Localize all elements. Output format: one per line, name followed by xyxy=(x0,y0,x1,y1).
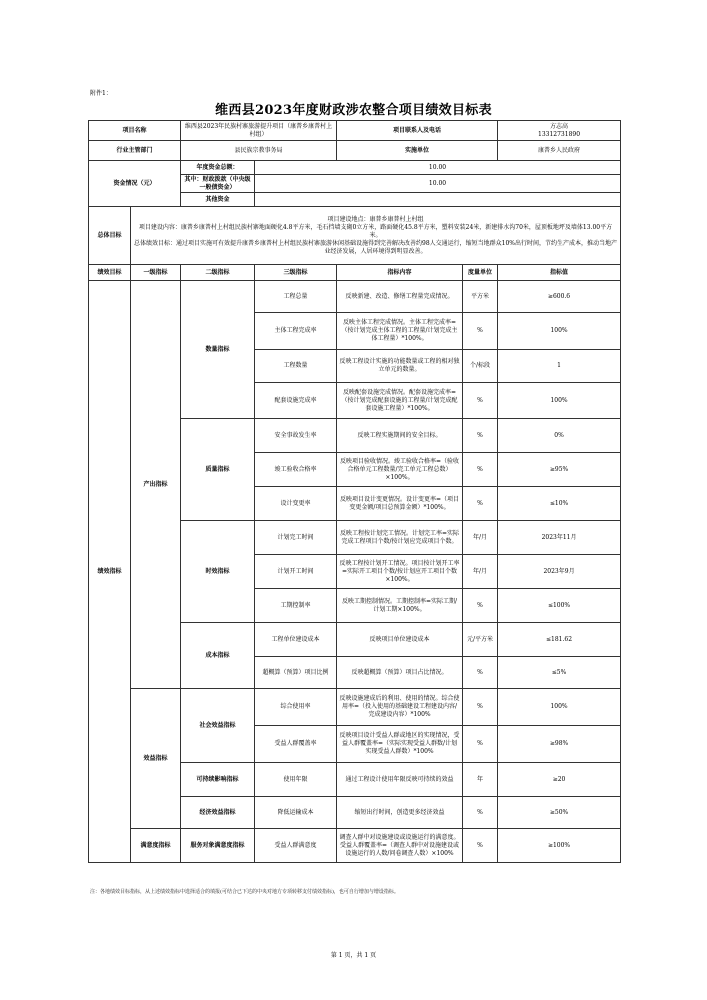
row-content: 反映设施建成后的利用、使用的情况。综合使用率=（投入使用的基础建设工程建设内容/完成建设内容）*100% xyxy=(337,689,463,726)
l1-satisfaction: 满意度指标 xyxy=(131,829,181,863)
row-value: 100% xyxy=(498,689,621,726)
page-title: 维西县2023年度财政涉农整合项目绩效目标表 xyxy=(215,103,492,118)
row-value: ≥600.6 xyxy=(498,281,621,313)
row-unit: % xyxy=(463,657,498,689)
fund-total-value: 10.00 xyxy=(255,161,621,175)
fund-central-value: 10.00 xyxy=(255,175,621,193)
fund-total-label: 年度资金总额： xyxy=(181,161,255,175)
l1-output: 产出指标 xyxy=(131,281,181,689)
contact-name: 方志高 xyxy=(550,122,569,130)
indicator-header-row xyxy=(89,265,621,281)
row-unit: % xyxy=(463,453,498,487)
row-unit: 平方米 xyxy=(463,281,498,313)
row-value: 0% xyxy=(498,419,621,453)
performance-table xyxy=(88,120,621,863)
row-unit: 年 xyxy=(463,763,498,797)
row-content: 反映工程实施期间的安全目标。 xyxy=(337,419,463,453)
overall-goal-row xyxy=(89,207,621,265)
header-content: 指标内容 xyxy=(337,265,463,281)
contact-value xyxy=(498,121,621,141)
row-value: ≥95% xyxy=(498,453,621,487)
impl-label: 实施单位 xyxy=(337,141,498,161)
row-content: 缩短出行时间，创造更多经济效益 xyxy=(337,797,463,829)
row-content: 反映项目单位建设成本 xyxy=(337,623,463,657)
row-unit: % xyxy=(463,726,498,763)
row-value: ≥20 xyxy=(498,763,621,797)
row-unit: % xyxy=(463,589,498,623)
overall-target: 总体绩效目标：通过项目实施可有效提升康普乡康普村上村组民族村寨旅游休闲基础设施得到完善解决改善约98人交通运行，缩短当地群众10%出行时间，节约生产成本，推动当地产业经济发展，人居环境得到明显改善。 xyxy=(134,239,617,255)
row-l3: 综合使用率 xyxy=(255,689,337,726)
row-content: 反映项目设计受益人群或地区的实现情况，受益人群覆盖率=（实际实现受益人群数/计划实现受益人群数）*100% xyxy=(337,726,463,763)
row-content: 反映工期控制情况。工期控制率=实际工期/计划工期×100%。 xyxy=(337,589,463,623)
table-row xyxy=(89,281,621,313)
row-l3: 超概算（预算）项目比例 xyxy=(255,657,337,689)
header-value: 指标值 xyxy=(498,265,621,281)
overall-location: 项目建设地点：康普乡康普村上村组 xyxy=(327,215,424,223)
row-l3: 工程总量 xyxy=(255,281,337,313)
row-unit: 元/平方米 xyxy=(463,623,498,657)
row-value: ≤181.62 xyxy=(498,623,621,657)
row-unit: % xyxy=(463,487,498,521)
row-unit: % xyxy=(463,313,498,350)
row-value: ≥98% xyxy=(498,726,621,763)
row-l3: 工程单位建设成本 xyxy=(255,623,337,657)
impl-value: 康普乡人民政府 xyxy=(498,141,621,161)
header-l1: 一级指标 xyxy=(131,265,181,281)
dept-label: 行业主管部门 xyxy=(89,141,181,161)
contact-phone: 13312731890 xyxy=(538,130,581,138)
fund-label: 资金情况（元） xyxy=(89,161,181,207)
row-content: 通过工程设计使用年限反映可持续的效益 xyxy=(337,763,463,797)
table-row xyxy=(89,829,621,863)
fund-other-value xyxy=(255,193,621,207)
overall-goal-label: 总体目标 xyxy=(89,207,131,265)
row-unit: 个/标段 xyxy=(463,350,498,383)
row-value: 1 xyxy=(498,350,621,383)
row-content: 反映工程按计划开工情况。项目按计划开工率=实际开工项目个数/按计划应开工项目个数×100%。 xyxy=(337,555,463,589)
row-unit: 年/月 xyxy=(463,521,498,555)
contact-label: 项目联系人及电话 xyxy=(337,121,498,141)
row-content: 反映工程按计划完工情况。计划完工率=实际完成工程项目个数/按计划应完成项目个数。 xyxy=(337,521,463,555)
header-l2: 二级指标 xyxy=(181,265,255,281)
row-unit: % xyxy=(463,383,498,419)
l2-economic: 经济效益指标 xyxy=(181,797,255,829)
row-l3: 竣工验收合格率 xyxy=(255,453,337,487)
row-l3: 配套设施完成率 xyxy=(255,383,337,419)
row-value: ≤100% xyxy=(498,589,621,623)
row-l3: 降低运输成本 xyxy=(255,797,337,829)
row-content: 反映新建、改造、修缮工程量完成情况。 xyxy=(337,281,463,313)
row-content: 反映工程设计实施的功能数量或工程的相对独立单元的数量。 xyxy=(337,350,463,383)
row-unit: % xyxy=(463,829,498,863)
row-value: 100% xyxy=(498,383,621,419)
fund-row-total xyxy=(89,161,621,175)
row-content: 调查人群中对设施建设或设施运行的满意度。受益人群覆盖率=（调查人群中对设施建设或设施运行的人数/问卷调查人数）×100% xyxy=(337,829,463,863)
l2-timeliness: 时效指标 xyxy=(181,521,255,623)
row-unit: % xyxy=(463,419,498,453)
header-perf: 绩效目标 xyxy=(89,265,131,281)
header-l3: 三级指标 xyxy=(255,265,337,281)
annex-label: 附件1： xyxy=(90,90,112,97)
row-unit: 年/月 xyxy=(463,555,498,589)
footnote: 注：各地绩效目标指标，从上述绩效指标中选择适合的填报(可结合已下达的中央对地方专项转移支付绩效指标)，也可自行增加与增设指标。 xyxy=(90,889,399,895)
row-l3: 主体工程完成率 xyxy=(255,313,337,350)
l2-cost: 成本指标 xyxy=(181,623,255,689)
page-number: 第 1 页，共 1 页 xyxy=(330,952,377,959)
perf-label: 绩效指标 xyxy=(89,281,131,863)
row-l3: 设计变更率 xyxy=(255,487,337,521)
row-unit: % xyxy=(463,797,498,829)
dept-value: 县民族宗教事务局 xyxy=(181,141,337,161)
row-value: ≤5% xyxy=(498,657,621,689)
row-content: 反映超概算（预算）项目占比情况。 xyxy=(337,657,463,689)
row-l3: 工程数量 xyxy=(255,350,337,383)
table-row xyxy=(89,689,621,726)
row-value: ≥100% xyxy=(498,829,621,863)
row-l3: 计划开工时间 xyxy=(255,555,337,589)
l1-benefit: 效益指标 xyxy=(131,689,181,829)
row-value: ≥50% xyxy=(498,797,621,829)
header-unit: 度量单位 xyxy=(463,265,498,281)
project-name-value: 维西县2023年民族村寨旅游提升项目（康普乡康普村上村组） xyxy=(181,121,337,141)
overall-goal-text xyxy=(131,207,621,265)
row-value: 2023年11月 xyxy=(498,521,621,555)
row-l3: 工期控制率 xyxy=(255,589,337,623)
l2-sustain: 可持续影响指标 xyxy=(181,763,255,797)
row-content: 反映项目设计变更情况。设计变更率=（项目变更金额/项目总预算金额）*100%。 xyxy=(337,487,463,521)
project-name-label: 项目名称 xyxy=(89,121,181,141)
row-unit: % xyxy=(463,689,498,726)
info-row-project xyxy=(89,121,621,141)
l2-quantity: 数量指标 xyxy=(181,281,255,419)
row-content: 反映主体工程完成情况。主体工程完成率=（按计划完成主体工程的工程量/计划完成主体工程量）*100%。 xyxy=(337,313,463,350)
row-l3: 受益人群覆盖率 xyxy=(255,726,337,763)
row-l3: 受益人群满意度 xyxy=(255,829,337,863)
row-l3: 使用年限 xyxy=(255,763,337,797)
row-value: ≤10% xyxy=(498,487,621,521)
info-row-dept xyxy=(89,141,621,161)
row-value: 2023年9月 xyxy=(498,555,621,589)
l2-service: 服务对象满意度指标 xyxy=(181,829,255,863)
fund-central-label: 其中：财政拨款（中央级一般债资金） xyxy=(181,175,255,193)
row-content: 反映配套设施完成情况。配套设施完成率=（按计划完成配套设施的工程量/计划完成配套设施工程量）*100%。 xyxy=(337,383,463,419)
l2-social: 社会效益指标 xyxy=(181,689,255,763)
row-l3: 安全事故发生率 xyxy=(255,419,337,453)
row-content: 反映项目验收情况。竣工验收合格率=（验收合格单元工程数量/完工单元工程总数）×100%。 xyxy=(337,453,463,487)
overall-content: 项目建设内容：康普乡康普村上村组民族村寨地面硬化4.8平方米，毛石挡墙支砌0立方米，路面硬化45.8平方米，塑料安装24米，新建排水沟70米，屋顶板地坪及墙体13.00平方米。 xyxy=(138,223,613,239)
l2-quality: 质量指标 xyxy=(181,419,255,521)
fund-other-label: 其他资金 xyxy=(181,193,255,207)
row-value: 100% xyxy=(498,313,621,350)
row-l3: 计划完工时间 xyxy=(255,521,337,555)
